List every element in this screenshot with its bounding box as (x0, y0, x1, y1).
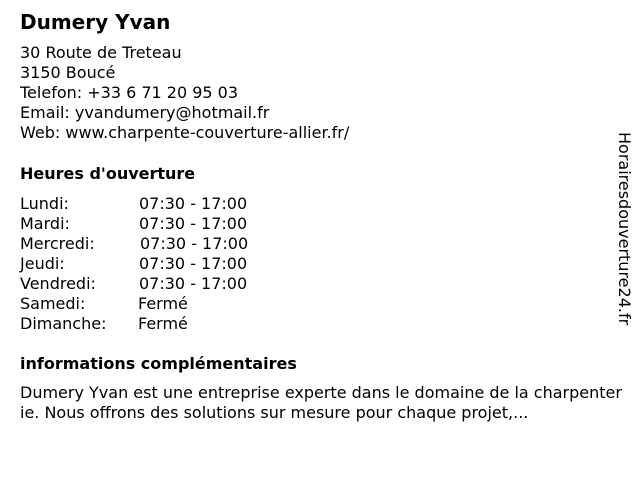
hours-value: 07:30 - 17:00 (139, 274, 248, 293)
day-label: Jeudi: (20, 254, 65, 273)
hours-value: 07:30 - 17:00 (140, 234, 249, 253)
hours-value: Fermé (138, 294, 188, 313)
contact-block (20, 43, 349, 143)
day-label: Vendredi: (20, 274, 96, 293)
hours-value: 07:30 - 17:00 (139, 214, 248, 233)
business-name: Dumery Yvan (20, 10, 171, 34)
phone-number: Telefon: +33 6 71 20 95 03 (20, 83, 239, 102)
day-label: Mercredi: (20, 234, 95, 253)
hours-value: 07:30 - 17:00 (139, 194, 248, 213)
site-watermark: Horairesdouverture24.fr (615, 132, 634, 326)
website-address: Web: www.charpente-couverture-allier.fr/ (20, 123, 350, 142)
day-label: Samedi: (20, 294, 86, 313)
business-description: Dumery Yvan est une entreprise experte dans le domaine de la charpenterie. Nous offrons des solutions sur mesure pour chaque projet,... (20, 383, 622, 422)
day-label: Dimanche: (20, 314, 107, 333)
hours-value: Fermé (138, 314, 188, 333)
additional-info-heading: informations complémentaires (20, 354, 297, 373)
email-address: Email: yvandumery@hotmail.fr (20, 103, 270, 122)
day-label: Lundi: (20, 194, 69, 213)
city-postcode: 3150 Boucé (20, 63, 116, 82)
hours-value: 07:30 - 17:00 (139, 254, 248, 273)
day-label: Mardi: (20, 214, 70, 233)
opening-hours-heading: Heures d'ouverture (20, 164, 196, 183)
street-address: 30 Route de Treteau (20, 43, 182, 62)
